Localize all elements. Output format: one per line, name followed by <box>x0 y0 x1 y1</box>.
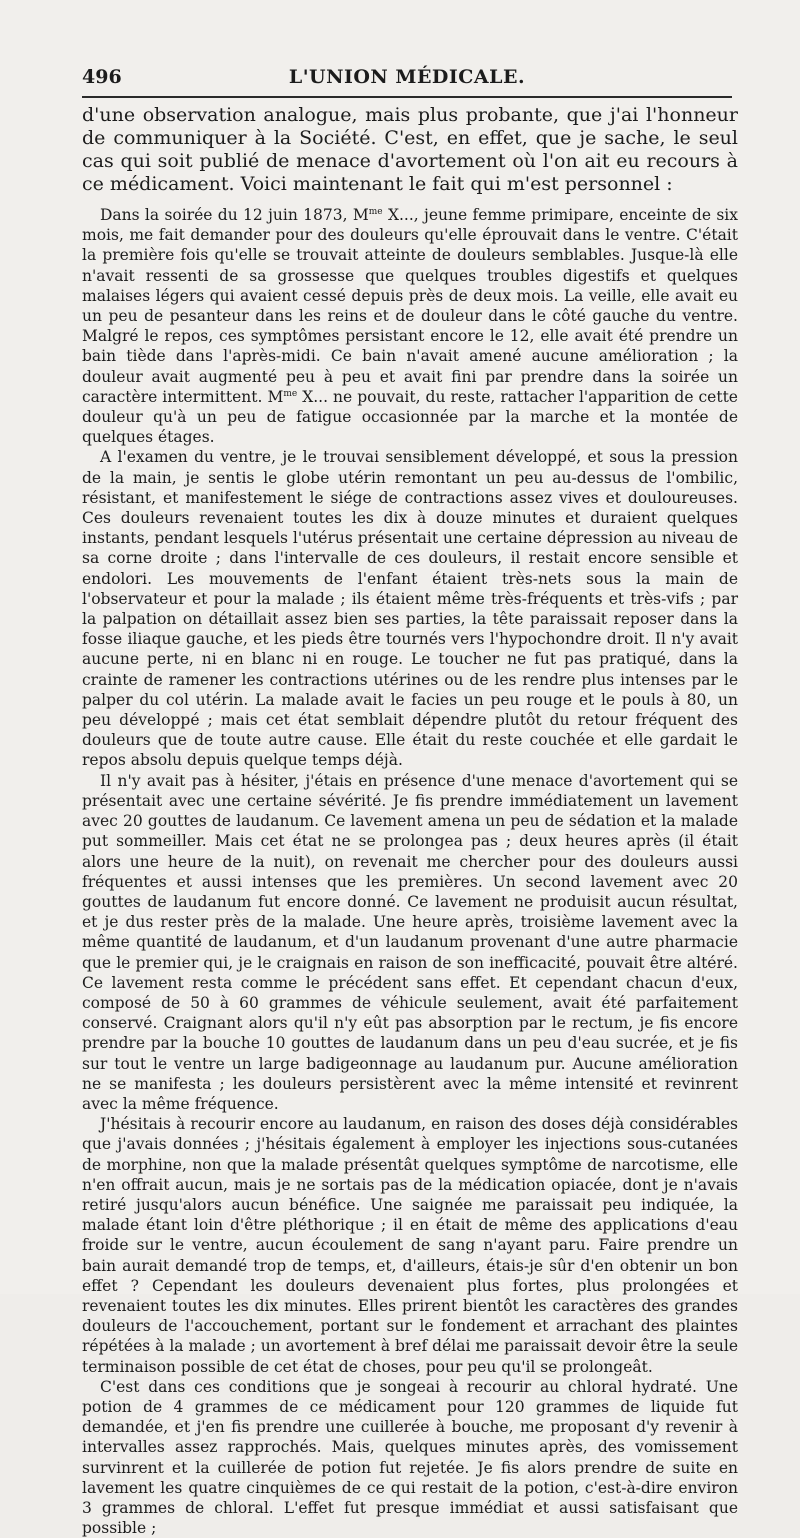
case-paragraph-5: C'est dans ces conditions que je songeai à recourir au chloral hydraté. Une potion de 4 grammes de ce médicament pour 120 grammes de liquide fut demandée, et j'en fis prendre une cuillerée à bouche, me proposant d'y revenir à intervalles assez rapprochés. Mais, quelques minutes après, des vomissement survinrent et la cuillerée de potion fut rejetée. Je fis alors prendre de suite en lavement les quatre cinquièmes de ce qui restait de la potion, c'est-à-dire environ 3 grammes de chloral. L'effet fut presque immédiat et aussi satisfaisant que possible ; <box>82 1377 738 1538</box>
case-p1-part-c: X... ne pouvait, du reste, rattacher l'apparition de cette douleur qu'à un peu de fatigue occasionnée par la marche et la montée de quelques étages. <box>82 387 738 447</box>
case-paragraph-3: Il n'y avait pas à hésiter, j'étais en présence d'une menace d'avortement qui se présentait avec une certaine sévérité. Je fis prendre immédiatement un lavement avec 20 gouttes de laudanum. Ce lavement amena un peu de sédation et la malade put sommeiller. Mais cet état ne se prolongea pas ; deux heures après (il était alors une heure de la nuit), on revenait me chercher pour des douleurs aussi fréquentes et aussi intenses que les premières. Un second lavement avec 20 gouttes de laudanum fut encore donné. Ce lavement ne produisit aucun résultat, et je dus rester près de la malade. Une heure après, troisième lavement avec la même quantité de laudanum, et d'un laudanum provenant d'une autre pharmacie que le premier qui, je le craignais en raison de son inefficacité, pouvait être altéré. Ce lavement resta comme le précédent sans effet. Et cependant chacun d'eux, composé de 50 à 60 grammes de véhicule seulement, avait été parfaitement conservé. Craignant alors qu'il n'y eût pas absorption par le rectum, je fis encore prendre par la bouche 10 gouttes de laudanum dans un peu d'eau sucrée, et je fis sur tout le ventre un large badigeonnage au laudanum pur. Aucune amélioration ne se manifesta ; les douleurs persistèrent avec la même intensité et revinrent avec la même fréquence. <box>82 771 738 1113</box>
header-rule <box>82 96 732 98</box>
superscript-me-2: me <box>283 388 298 399</box>
intro-paragraph: d'une observation analogue, mais plus probante, que j'ai l'honneur de communiquer à la Société. C'est, en effet, que je sache, le seul cas qui soit publié de menace d'avortement où l'on ait eu recours à ce médicament. Voici maintenant le fait qui m'est personnel : <box>82 104 738 195</box>
case-p1-part-a: Dans la soirée du 12 juin 1873, M <box>100 206 369 224</box>
running-title: L'UNION MÉDICALE. <box>288 66 526 88</box>
case-p1-part-b: X..., jeune femme primipare, enceinte de six mois, me fait demander pour des douleurs qu'elle éprouvait dans le ventre. C'était la première fois qu'elle se trouvait atteinte de douleurs semblables. Jusque-là elle n'avait ressenti de sa grossesse que quelques troubles digestifs et quelques malaises légers qui avaient cessé depuis près de deux mois. La veille, elle avait eu un peu de pesanteur dans les reins et de douleur dans le côté gauche du ventre. Malgré le repos, ces symptômes persistant encore le 12, elle avait été prendre un bain tiède dans l'après-midi. Ce bain n'avait amené aucune amélioration ; la douleur avait augmenté peu à peu et avait fini par prendre dans la soirée un caractère intermittent. M <box>82 206 738 406</box>
page-header <box>82 64 732 94</box>
superscript-me-1: me <box>368 206 383 217</box>
case-paragraph-1 <box>82 205 738 447</box>
case-paragraph-2: A l'examen du ventre, je le trouvai sensiblement développé, et sous la pression de la main, je sentis le globe utérin remontant un peu au-dessus de l'ombilic, résistant, et manifestement le siége de contractions assez vives et douloureuses. Ces douleurs revenaient toutes les dix à douze minutes et duraient quelques instants, pendant lesquels l'utérus présentait une certaine dépression au niveau de sa corne droite ; dans l'intervalle de ces douleurs, il restait encore sensible et endolori. Les mouvements de l'enfant étaient très-nets sous la main de l'observateur et pour la malade ; ils étaient même très-fréquents et très-vifs ; par la palpation on détaillait assez bien ses parties, la tête paraissait reposer dans la fosse iliaque gauche, et les pieds être tournés vers l'hypochondre droit. Il n'y avait aucune perte, ni en blanc ni en rouge. Le toucher ne fut pas pratiqué, dans la crainte de ramener les contractions utérines ou de les rendre plus intenses par le palper du col utérin. La malade avait le facies un peu rouge et le pouls à 80, un peu développé ; mais cet état semblait dépendre plutôt du retour fréquent des douleurs que de toute autre cause. Elle était du reste couchée et elle gardait le repos absolu depuis quelque temps déjà. <box>82 448 738 770</box>
page-number: 496 <box>82 66 122 88</box>
article-body <box>82 104 738 1538</box>
case-paragraph-4: J'hésitais à recourir encore au laudanum, en raison des doses déjà considérables que j'avais données ; j'hésitais également à employer les injections sous-cutanées de morphine, non que la malade présentât quelques symptôme de narcotisme, elle n'en offrait aucun, mais je ne sortais pas de la médication opiacée, dont je n'avais retiré jusqu'alors aucun bénéfice. Une saignée me paraissait peu indiquée, la malade étant loin d'être pléthorique ; il en était de même des applications d'eau froide sur le ventre, aucun écoulement de sang n'ayant paru. Faire prendre un bain aurait demandé trop de temps, et, d'ailleurs, étais-je sûr d'en obtenir un bon effet ? Cependant les douleurs devenaient plus fortes, plus prolongées et revenaient toutes les dix minutes. Elles prirent bientôt les caractères des grandes douleurs de l'accouchement, portant sur le fondement et arrachant des plaintes répétées à la malade ; un avortement à bref délai me paraissait devoir être la seule terminaison possible de cet état de choses, pour peu qu'il se prolongeât. <box>82 1115 738 1376</box>
